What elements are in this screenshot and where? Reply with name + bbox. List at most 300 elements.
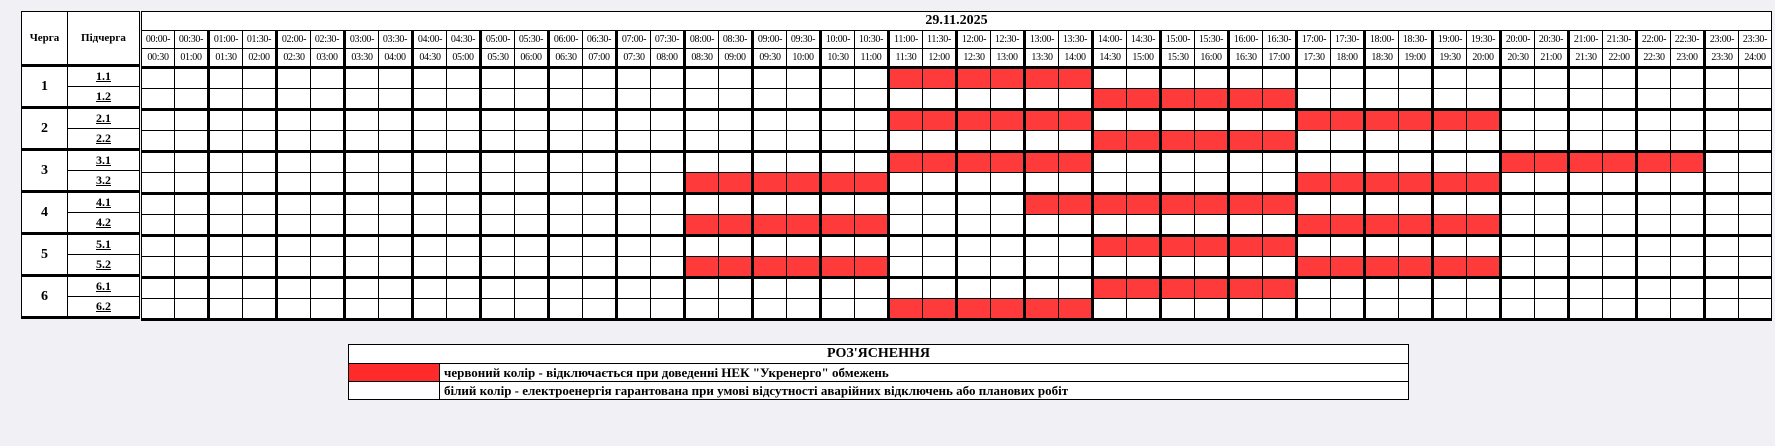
power-on-cell <box>685 236 719 257</box>
power-on-cell <box>481 215 515 236</box>
power-on-cell <box>1705 236 1739 257</box>
time-slot-end: 09:30 <box>753 49 787 68</box>
power-on-cell <box>1705 152 1739 173</box>
power-on-cell <box>1059 257 1093 278</box>
power-on-cell <box>923 278 957 299</box>
power-on-cell <box>1025 131 1059 152</box>
power-on-cell <box>379 278 413 299</box>
time-slot-end: 20:30 <box>1501 49 1535 68</box>
time-slot-start: 23:00- <box>1705 31 1739 49</box>
power-on-cell <box>753 89 787 110</box>
outage-cell <box>1603 152 1637 173</box>
schedule-row <box>142 110 1772 131</box>
power-on-cell <box>1025 278 1059 299</box>
outage-cell <box>1263 89 1297 110</box>
time-slot-start: 14:00- <box>1093 31 1127 49</box>
power-on-cell <box>142 131 175 152</box>
power-on-cell <box>379 152 413 173</box>
outage-cell <box>1297 257 1331 278</box>
time-slot-end: 19:00 <box>1399 49 1433 68</box>
power-on-cell <box>1127 299 1161 320</box>
time-slot-start: 19:00- <box>1433 31 1467 49</box>
outage-cell <box>753 173 787 194</box>
outage-cell <box>1365 215 1399 236</box>
power-on-cell <box>1229 110 1263 131</box>
outage-cell <box>1263 278 1297 299</box>
time-slot-start: 02:00- <box>277 31 311 49</box>
power-on-cell <box>991 257 1025 278</box>
time-slot-end: 09:00 <box>719 49 753 68</box>
power-on-cell <box>142 299 175 320</box>
power-on-cell <box>549 278 583 299</box>
subqueue-link[interactable]: 5.2 <box>68 255 140 276</box>
outage-cell <box>991 110 1025 131</box>
power-on-cell <box>583 236 617 257</box>
power-on-cell <box>1467 299 1501 320</box>
power-on-cell <box>175 299 209 320</box>
power-on-cell <box>1705 215 1739 236</box>
time-slot-start: 08:00- <box>685 31 719 49</box>
power-on-cell <box>1331 68 1365 89</box>
outage-cell <box>1025 299 1059 320</box>
time-slot-start: 18:00- <box>1365 31 1399 49</box>
power-on-cell <box>923 173 957 194</box>
power-on-cell <box>1637 131 1671 152</box>
power-on-cell <box>1025 89 1059 110</box>
time-slot-start: 09:00- <box>753 31 787 49</box>
subqueue-link[interactable]: 2.2 <box>68 129 140 150</box>
time-slot-start: 10:00- <box>821 31 855 49</box>
time-slot-end: 01:00 <box>175 49 209 68</box>
power-on-cell <box>549 173 583 194</box>
power-on-cell <box>243 110 277 131</box>
outage-cell <box>1297 110 1331 131</box>
power-on-cell <box>209 173 243 194</box>
power-on-cell <box>787 131 821 152</box>
power-on-cell <box>1569 194 1603 215</box>
subqueue-link[interactable]: 5.1 <box>68 234 140 255</box>
power-on-cell <box>1025 173 1059 194</box>
power-on-cell <box>413 173 447 194</box>
power-on-cell <box>1297 68 1331 89</box>
power-on-cell <box>549 152 583 173</box>
power-on-cell <box>1603 236 1637 257</box>
outage-cell <box>1637 152 1671 173</box>
outage-cell <box>889 299 923 320</box>
power-on-cell <box>617 299 651 320</box>
power-on-cell <box>1603 278 1637 299</box>
time-slot-end: 05:30 <box>481 49 515 68</box>
time-slot-end: 22:00 <box>1603 49 1637 68</box>
power-on-cell <box>481 278 515 299</box>
power-on-cell <box>1637 194 1671 215</box>
power-on-cell <box>1637 110 1671 131</box>
outage-cell <box>1467 257 1501 278</box>
schedule-row <box>142 236 1772 257</box>
power-on-cell <box>1705 68 1739 89</box>
power-on-cell <box>719 152 753 173</box>
power-on-cell <box>651 299 685 320</box>
time-slot-start: 17:00- <box>1297 31 1331 49</box>
legend-red-text: червоний колір - відключається при доведенні НЕК "Укренерго" обмежень <box>440 364 1409 382</box>
power-on-cell <box>413 236 447 257</box>
power-on-cell <box>209 110 243 131</box>
outage-cell <box>1025 110 1059 131</box>
power-on-cell <box>1501 89 1535 110</box>
power-on-cell <box>923 215 957 236</box>
outage-cell <box>889 110 923 131</box>
power-on-cell <box>957 215 991 236</box>
power-on-cell <box>651 152 685 173</box>
subqueue-link[interactable]: 3.2 <box>68 171 140 192</box>
subqueue-link[interactable]: 4.1 <box>68 192 140 213</box>
power-on-cell <box>1127 173 1161 194</box>
power-on-cell <box>719 68 753 89</box>
power-on-cell <box>1637 89 1671 110</box>
power-on-cell <box>549 215 583 236</box>
power-on-cell <box>1365 194 1399 215</box>
power-on-cell <box>142 152 175 173</box>
power-on-cell <box>583 89 617 110</box>
power-on-cell <box>379 236 413 257</box>
time-slot-start: 13:00- <box>1025 31 1059 49</box>
power-on-cell <box>447 110 481 131</box>
power-on-cell <box>1569 278 1603 299</box>
power-on-cell <box>1501 215 1535 236</box>
power-on-cell <box>1263 299 1297 320</box>
time-slot-start: 05:00- <box>481 31 515 49</box>
time-slot-start: 21:00- <box>1569 31 1603 49</box>
outage-cell <box>1093 89 1127 110</box>
power-on-cell <box>311 278 345 299</box>
outage-cell <box>1229 236 1263 257</box>
outage-cell <box>1365 257 1399 278</box>
power-on-cell <box>413 89 447 110</box>
outage-cell <box>1161 194 1195 215</box>
time-slot-end: 13:30 <box>1025 49 1059 68</box>
power-on-cell <box>243 278 277 299</box>
power-on-cell <box>1569 89 1603 110</box>
power-on-cell <box>821 236 855 257</box>
time-slot-start: 21:30- <box>1603 31 1637 49</box>
power-on-cell <box>787 278 821 299</box>
power-on-cell <box>1433 194 1467 215</box>
power-on-cell <box>447 236 481 257</box>
power-on-cell <box>1025 236 1059 257</box>
power-on-cell <box>142 110 175 131</box>
outage-cell <box>1263 236 1297 257</box>
power-on-cell <box>1467 152 1501 173</box>
outage-cell <box>1263 194 1297 215</box>
power-on-cell <box>413 152 447 173</box>
power-on-cell <box>617 173 651 194</box>
power-on-cell <box>787 68 821 89</box>
power-on-cell <box>1127 110 1161 131</box>
subqueue-link[interactable]: 6.1 <box>68 276 140 297</box>
subqueue-link[interactable]: 1.1 <box>68 66 140 87</box>
time-slot-start: 01:00- <box>209 31 243 49</box>
time-slot-end: 12:00 <box>923 49 957 68</box>
power-on-cell <box>1161 68 1195 89</box>
power-on-cell <box>1535 299 1569 320</box>
power-on-cell <box>379 299 413 320</box>
schedule-row <box>142 215 1772 236</box>
power-on-cell <box>1263 152 1297 173</box>
time-slot-start: 10:30- <box>855 31 889 49</box>
power-on-cell <box>651 278 685 299</box>
power-on-cell <box>345 152 379 173</box>
outage-cell <box>787 173 821 194</box>
power-on-cell <box>957 194 991 215</box>
power-on-cell <box>209 236 243 257</box>
power-on-cell <box>1603 299 1637 320</box>
power-on-cell <box>753 236 787 257</box>
power-on-cell <box>311 131 345 152</box>
subqueue-link[interactable]: 2.1 <box>68 108 140 129</box>
power-on-cell <box>345 131 379 152</box>
power-on-cell <box>515 215 549 236</box>
time-slot-end: 04:30 <box>413 49 447 68</box>
power-on-cell <box>1467 236 1501 257</box>
subqueue-link[interactable]: 4.2 <box>68 213 140 234</box>
power-on-cell <box>311 68 345 89</box>
power-on-cell <box>243 194 277 215</box>
power-on-cell <box>1229 257 1263 278</box>
power-on-cell <box>1671 110 1705 131</box>
power-on-cell <box>1705 257 1739 278</box>
power-on-cell <box>617 152 651 173</box>
power-on-cell <box>1433 299 1467 320</box>
outage-cell <box>1399 173 1433 194</box>
power-on-cell <box>277 236 311 257</box>
outage-cell <box>685 257 719 278</box>
schedule-row <box>142 299 1772 320</box>
power-on-cell <box>1705 89 1739 110</box>
power-on-cell <box>923 89 957 110</box>
power-on-cell <box>821 68 855 89</box>
time-slot-start: 16:30- <box>1263 31 1297 49</box>
power-on-cell <box>379 110 413 131</box>
outage-cell <box>1093 236 1127 257</box>
power-on-cell <box>1365 299 1399 320</box>
subqueue-link[interactable]: 1.2 <box>68 87 140 108</box>
queue-label: 4 <box>22 192 68 234</box>
power-on-cell <box>549 236 583 257</box>
time-slot-end: 07:00 <box>583 49 617 68</box>
power-on-cell <box>209 89 243 110</box>
power-on-cell <box>583 173 617 194</box>
power-on-cell <box>413 194 447 215</box>
power-on-cell <box>515 173 549 194</box>
power-on-cell <box>311 299 345 320</box>
outage-cell <box>991 299 1025 320</box>
time-slot-start: 22:30- <box>1671 31 1705 49</box>
power-on-cell <box>345 215 379 236</box>
queue-label: 1 <box>22 66 68 108</box>
subqueue-column-header: Підчерга <box>68 12 140 66</box>
power-on-cell <box>1297 236 1331 257</box>
power-on-cell <box>243 152 277 173</box>
queue-label: 3 <box>22 150 68 192</box>
power-on-cell <box>1467 278 1501 299</box>
power-on-cell <box>583 131 617 152</box>
power-on-cell <box>1297 194 1331 215</box>
power-on-cell <box>277 194 311 215</box>
time-slot-start: 18:30- <box>1399 31 1433 49</box>
power-on-cell <box>753 68 787 89</box>
power-on-cell <box>855 68 889 89</box>
outage-cell <box>923 68 957 89</box>
power-on-cell <box>1195 257 1229 278</box>
power-on-cell <box>1569 215 1603 236</box>
time-slot-end: 08:00 <box>651 49 685 68</box>
power-on-cell <box>142 278 175 299</box>
power-on-cell <box>1331 89 1365 110</box>
power-on-cell <box>1637 278 1671 299</box>
outage-cell <box>1297 173 1331 194</box>
power-on-cell <box>787 89 821 110</box>
power-on-cell <box>1161 257 1195 278</box>
power-on-cell <box>1671 89 1705 110</box>
power-on-cell <box>583 278 617 299</box>
time-slot-start: 04:00- <box>413 31 447 49</box>
power-on-cell <box>1093 299 1127 320</box>
power-on-cell <box>889 236 923 257</box>
queue-column-header: Черга <box>22 12 68 66</box>
power-on-cell <box>515 299 549 320</box>
schedule-row <box>142 278 1772 299</box>
outage-cell <box>1433 173 1467 194</box>
outage-cell <box>889 68 923 89</box>
power-on-cell <box>1467 89 1501 110</box>
power-on-cell <box>1195 299 1229 320</box>
power-on-cell <box>1501 110 1535 131</box>
time-slot-end: 11:00 <box>855 49 889 68</box>
time-slot-end: 06:30 <box>549 49 583 68</box>
outage-cell <box>1331 173 1365 194</box>
outage-cell <box>957 152 991 173</box>
time-slot-end: 03:00 <box>311 49 345 68</box>
queue-label-table <box>21 11 140 319</box>
outage-cell <box>855 173 889 194</box>
time-slot-start: 19:30- <box>1467 31 1501 49</box>
power-on-cell <box>549 194 583 215</box>
subqueue-link[interactable]: 3.1 <box>68 150 140 171</box>
power-on-cell <box>753 131 787 152</box>
power-on-cell <box>1433 68 1467 89</box>
outage-cell <box>1195 89 1229 110</box>
power-on-cell <box>447 215 481 236</box>
power-on-cell <box>345 89 379 110</box>
legend-white-swatch <box>349 382 440 400</box>
outage-cell <box>685 215 719 236</box>
power-on-cell <box>1365 131 1399 152</box>
power-on-cell <box>1365 68 1399 89</box>
power-on-cell <box>515 194 549 215</box>
power-on-cell <box>1195 68 1229 89</box>
power-on-cell <box>991 131 1025 152</box>
power-on-cell <box>481 110 515 131</box>
power-on-cell <box>549 299 583 320</box>
power-on-cell <box>175 110 209 131</box>
subqueue-link[interactable]: 6.2 <box>68 297 140 318</box>
outage-cell <box>1331 257 1365 278</box>
power-on-cell <box>957 278 991 299</box>
power-on-cell <box>821 278 855 299</box>
time-slot-end: 15:00 <box>1127 49 1161 68</box>
outage-cell <box>1467 215 1501 236</box>
schedule-row <box>142 257 1772 278</box>
power-on-cell <box>1093 152 1127 173</box>
power-on-cell <box>311 236 345 257</box>
power-on-cell <box>1535 278 1569 299</box>
power-on-cell <box>1739 257 1772 278</box>
power-on-cell <box>685 131 719 152</box>
power-on-cell <box>583 152 617 173</box>
time-slot-end: 18:30 <box>1365 49 1399 68</box>
power-on-cell <box>1025 215 1059 236</box>
time-slot-end: 14:30 <box>1093 49 1127 68</box>
power-on-cell <box>413 68 447 89</box>
time-slot-start: 16:00- <box>1229 31 1263 49</box>
power-on-cell <box>719 194 753 215</box>
power-on-cell <box>1195 110 1229 131</box>
power-on-cell <box>345 110 379 131</box>
power-on-cell <box>209 194 243 215</box>
power-on-cell <box>311 173 345 194</box>
power-on-cell <box>345 68 379 89</box>
power-on-cell <box>719 131 753 152</box>
power-on-cell <box>345 278 379 299</box>
time-slot-end: 19:30 <box>1433 49 1467 68</box>
power-on-cell <box>855 278 889 299</box>
power-on-cell <box>685 68 719 89</box>
power-on-cell <box>821 131 855 152</box>
power-on-cell <box>1603 257 1637 278</box>
power-on-cell <box>142 68 175 89</box>
power-on-cell <box>1603 68 1637 89</box>
power-on-cell <box>753 299 787 320</box>
power-on-cell <box>787 152 821 173</box>
time-slot-start: 20:00- <box>1501 31 1535 49</box>
power-on-cell <box>1331 278 1365 299</box>
power-on-cell <box>1433 89 1467 110</box>
power-on-cell <box>1535 194 1569 215</box>
power-on-cell <box>889 131 923 152</box>
power-on-cell <box>1229 68 1263 89</box>
outage-cell <box>1025 194 1059 215</box>
outage-cell <box>1467 173 1501 194</box>
power-on-cell <box>1399 194 1433 215</box>
schedule-row <box>142 194 1772 215</box>
power-on-cell <box>277 257 311 278</box>
power-on-cell <box>1569 236 1603 257</box>
power-on-cell <box>413 110 447 131</box>
outage-cell <box>1093 278 1127 299</box>
outage-schedule-grid <box>141 11 1772 321</box>
power-on-cell <box>1739 299 1772 320</box>
power-on-cell <box>1603 173 1637 194</box>
power-on-cell <box>447 194 481 215</box>
power-on-cell <box>413 131 447 152</box>
power-on-cell <box>1365 152 1399 173</box>
outage-cell <box>1161 278 1195 299</box>
power-on-cell <box>1161 110 1195 131</box>
time-slot-end: 21:00 <box>1535 49 1569 68</box>
power-on-cell <box>549 110 583 131</box>
power-on-cell <box>209 131 243 152</box>
power-on-cell <box>651 89 685 110</box>
